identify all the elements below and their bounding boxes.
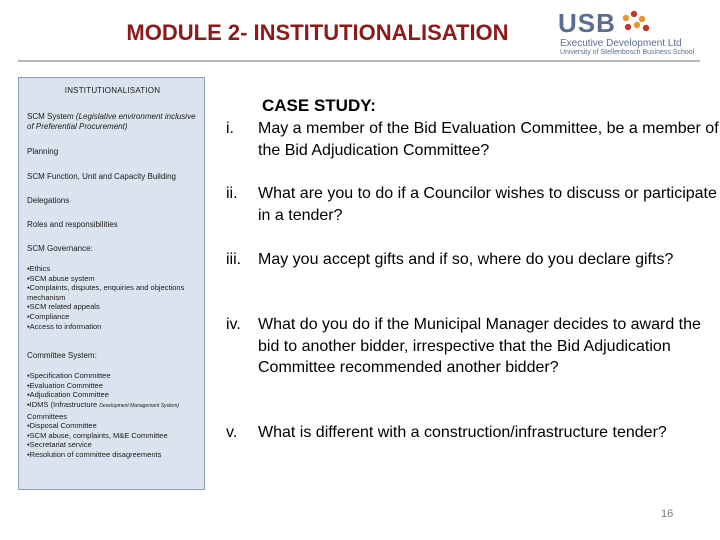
sidebar-governance-heading: SCM Governance: xyxy=(27,244,93,253)
governance-item: ▪SCM related appeals xyxy=(27,302,100,312)
idms-suffix: Committees xyxy=(27,411,68,421)
committee-item: ▪Secretariat service xyxy=(27,440,92,450)
case-study-heading: CASE STUDY: xyxy=(262,96,376,115)
question-number: iii. xyxy=(226,251,242,268)
slide-title: MODULE 2- INSTITUTIONALISATION xyxy=(126,20,509,45)
scm-system-label: SCM System xyxy=(27,112,74,121)
institutionalisation-sidebar xyxy=(18,77,205,490)
sidebar-item-planning: Planning xyxy=(27,147,59,156)
sidebar-item-roles: Roles and responsibilities xyxy=(27,220,118,229)
idms-small-text: Development Management System) xyxy=(99,402,180,409)
governance-item: ▪Ethics xyxy=(27,264,51,273)
question-text: What are you to do if a Councilor wishes to discuss or participate in a tender? xyxy=(258,185,717,224)
committee-list xyxy=(27,371,198,459)
committee-item: ▪Evaluation Committee xyxy=(27,380,104,390)
title-divider xyxy=(18,60,700,62)
committee-item: ▪Specification Committee xyxy=(27,371,111,381)
governance-item: ▪SCM abuse system xyxy=(27,273,95,283)
logo-subtitle: University of Stellenbosch Business School xyxy=(560,49,695,56)
usb-logo xyxy=(556,8,706,56)
committee-item: ▪SCM abuse, complaints, M&E Committee xyxy=(27,430,168,440)
question-text: May you accept gifts and if so, where do you declare gifts? xyxy=(258,251,674,268)
sidebar-item-delegations: Delegations xyxy=(27,196,70,205)
committee-item: ▪Disposal Committee xyxy=(27,421,97,431)
question-text: What is different with a construction/infrastructure tender? xyxy=(258,424,667,441)
governance-item: ▪Compliance xyxy=(27,311,70,321)
question-number: iv. xyxy=(226,316,241,333)
page-number: 16 xyxy=(661,508,674,520)
logo-brand: USB xyxy=(558,8,616,38)
question-number: i. xyxy=(226,120,234,137)
question-number: ii. xyxy=(226,185,238,202)
sidebar-heading: INSTITUTIONALISATION xyxy=(64,86,161,95)
logo-tagline: Executive Development Ltd xyxy=(560,38,682,49)
committee-item: ▪Adjudication Committee xyxy=(27,390,109,400)
idms-prefix: ▪IDMS (Infrastructure xyxy=(27,399,98,409)
governance-item: ▪Complaints, disputes, enquiries and objections mechanism xyxy=(27,283,185,302)
sidebar-item-scm-system xyxy=(27,112,198,132)
sidebar-committee-heading: Committee System: xyxy=(27,351,97,361)
logo-dots-icon xyxy=(618,10,678,40)
question-number: v. xyxy=(226,424,238,441)
scm-system-note: (Legislative environment inclusive of Preferential Procurement) xyxy=(27,112,196,131)
question-text: What do you do if the Municipal Manager decides to award the bid to another bidder, irrespective that the Bid Adjudication Committee recommended another bidder? xyxy=(258,316,701,376)
governance-item: ▪Access to information xyxy=(27,321,102,331)
committee-item-idms xyxy=(27,400,198,421)
sidebar-item-scm-function: SCM Function, Unit and Capacity Building xyxy=(27,172,176,181)
governance-list xyxy=(27,264,198,331)
question-text: May a member of the Bid Evaluation Committee, be a member of the Bid Adjudication Committee? xyxy=(258,120,719,159)
committee-item: ▪Resolution of committee disagreements xyxy=(27,449,162,459)
